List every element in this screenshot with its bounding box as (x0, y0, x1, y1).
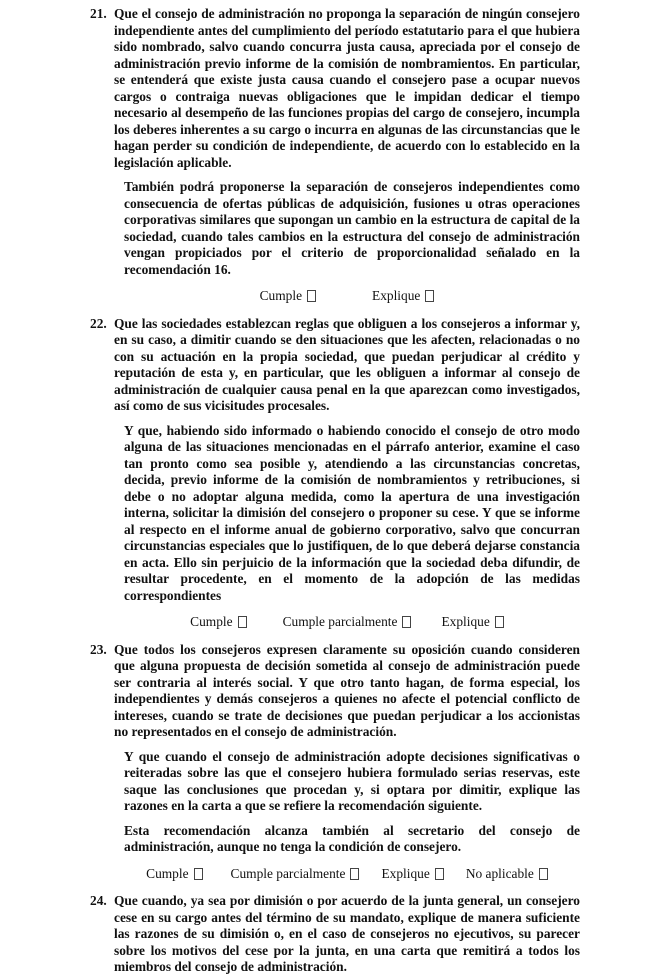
item-paragraph: También podrá proponerse la separación de consejeros independientes como consecuencia de ofertas públicas de adquisición, fusiones u otras operaciones corporativas similares que supongan un cambio en la estructura de capital de la sociedad, cuando tales cambios en la estructura del consejo de administración vengan propiciados por el criterio de proporcionalidad señalado en la recomendación 16. (124, 179, 580, 277)
option-label: Cumple parcialmente (230, 865, 346, 881)
item-paragraph: Que todos los consejeros expresen claramente su oposición cuando consideren que alguna propuesta de decisión sometida al consejo de administración puede ser contraria al interés social. Y que otro tanto hagan, de forma especial, los independientes y demás consejeros a quienes no afecte el potencial conflicto de intereses, cuando se trate de decisiones que puedan perjudicar a los accionistas no representados en el consejo de administración. (114, 641, 580, 739)
option-label: No aplicable (465, 865, 534, 881)
checkbox-icon[interactable] (539, 868, 548, 880)
checkbox-icon[interactable] (238, 616, 247, 628)
option-cumple[interactable] (190, 614, 246, 631)
option-cumple[interactable] (146, 866, 202, 883)
item-number: 24. (90, 893, 107, 908)
option-no-aplicable[interactable] (466, 866, 548, 883)
checkbox-icon[interactable] (435, 868, 444, 880)
item-paragraph: Que las sociedades establezcan reglas que obliguen a los consejeros a informar y, en su caso, a dimitir cuando se den situaciones que les afecten, relacionadas o no con su actuación en la propia sociedad, que puedan perjudicar al crédito y reputación de esta y, en particular, que les obliguen a informar al consejo de administración de cualquier causa penal en la que aparezcan como investigados, así como de sus vicisitudes procesales. (114, 315, 580, 413)
compliance-options (114, 614, 580, 631)
checkbox-icon[interactable] (402, 616, 411, 628)
option-label: Explique (441, 614, 490, 629)
option-label: Cumple (259, 288, 303, 303)
item-paragraph: Y que, habiendo sido informado o habiendo conocido el consejo de otro modo alguna de las situaciones mencionadas en el párrafo anterior, examine el caso tan pronto como sea posible y, atendiendo a las circunstancias concretas, decida, previo informe de la comisión de nombramientos y retribuciones, si debe o no adoptar alguna medida, como la apertura de una investigación interna, solicitar la dimisión del consejero o proponer su cese. Y que se informe al respecto en el informe anual de gobierno corporativo, salvo que concurran circunstancias especiales que lo justifiquen, de lo que deberá dejarse constancia en acta. Ello sin perjuicio de la información que la sociedad deba difundir, de resultar procedente, en el momento de la adopción de las medidas correspondientes (124, 422, 580, 603)
option-explique[interactable] (381, 866, 443, 883)
checkbox-icon[interactable] (495, 616, 504, 628)
option-cumple[interactable] (260, 288, 316, 305)
recommendation-22 (90, 315, 580, 631)
item-number: 23. (90, 641, 107, 657)
item-paragraph: Esta recomendación alcanza también al secretario del consejo de administración, aunque no tenga la condición de consejero. (124, 822, 580, 854)
option-cumple-parcialmente[interactable] (283, 614, 412, 631)
item-number: 22. (90, 315, 107, 331)
checkbox-icon[interactable] (350, 868, 359, 880)
option-explique[interactable] (372, 288, 434, 305)
option-label: Cumple (190, 614, 233, 629)
item-number: 21. (90, 6, 107, 21)
checkbox-icon[interactable] (194, 868, 203, 880)
option-label: Cumple (146, 865, 189, 881)
compliance-options (114, 288, 580, 305)
item-paragraph: Y que cuando el consejo de administración adopte decisiones significativas o reiteradas sobre las que el consejero hubiera formulado serias reservas, este saque las conclusiones que procedan y, si optara por dimitir, explique las razones en la carta a que se refiere la recomendación siguiente. (124, 748, 580, 813)
recommendation-24 (90, 893, 580, 976)
item-paragraph: Que cuando, ya sea por dimisión o por acuerdo de la junta general, un consejero cese en su cargo antes del término de su mandato, explique de manera suficiente las razones de su dimisión o, en el caso de consejeros no ejecutivos, su parecer sobre los motivos del cese por la junta, en una carta que remitirá a todos los miembros del consejo de administración. (114, 893, 580, 974)
document-page (0, 6, 651, 976)
compliance-options (114, 866, 580, 883)
item-paragraph: Que el consejo de administración no proponga la separación de ningún consejero independiente antes del cumplimiento del período estatutario para el que hubiera sido nombrado, salvo cuando concurra justa causa, apreciada por el consejo de administración previo informe de la comisión de nombramientos. En particular, se entenderá que existe justa causa cuando el consejero pase a ocupar nuevos cargos o contraiga nuevas obligaciones que le impidan dedicar el tiempo necesario al desempeño de las funciones propias del cargo de consejero, incumpla los deberes inherentes a su cargo o incurra en algunas de las circunstancias que le hagan perder su condición de independiente, de acuerdo con lo establecido en la legislación aplicable. (114, 6, 580, 170)
recommendation-23 (90, 641, 580, 883)
option-explique[interactable] (441, 614, 503, 631)
option-label: Explique (381, 865, 430, 881)
checkbox-icon[interactable] (307, 290, 316, 302)
checkbox-icon[interactable] (425, 290, 434, 302)
recommendation-21 (90, 6, 580, 305)
option-cumple-parcialmente[interactable] (231, 866, 360, 883)
option-label: Cumple parcialmente (282, 614, 398, 629)
option-label: Explique (372, 288, 421, 303)
